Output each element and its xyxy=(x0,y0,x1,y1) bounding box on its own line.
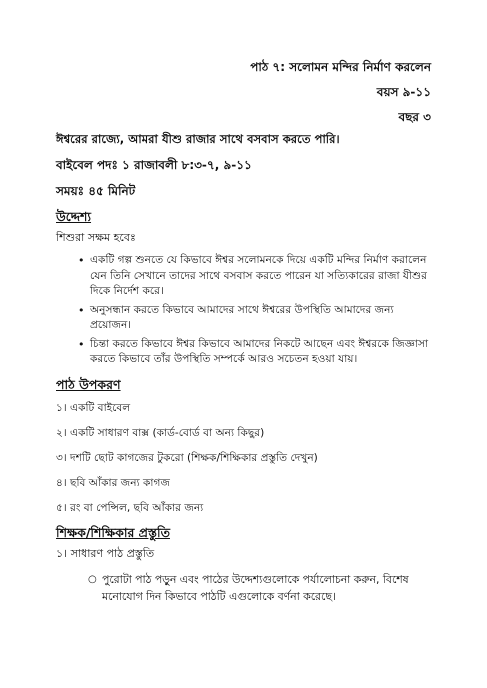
materials-list xyxy=(56,400,431,516)
objectives-heading: উদ্দেশ্য xyxy=(56,209,92,224)
teacher-prep-heading: শিক্ষক/শিক্ষিকার প্রস্তুতি xyxy=(56,524,170,540)
main-statement: ঈশ্বরের রাজ্যে, আমরা যীশু রাজার সাথে বসবাস করতে পারি। xyxy=(56,132,340,146)
age-range: বয়স ৯-১১ xyxy=(376,85,431,99)
objective-item: • একটি গল্প শুনতে যে কিভাবে ঈশ্বর সলোমনকে দিয়ে একটি মন্দির নির্মাণ করালেন যেন তিনি সেখানে তাদের সাথে বসবাস করতে পারেন যা সত্যিকারের রাজা যীশুর দিকে নির্দেশ করে। xyxy=(78,254,427,297)
material-item: ১। একটি বাইবেল xyxy=(56,401,131,414)
bullet-icon: • xyxy=(78,337,85,351)
teacher-prep-sublist xyxy=(56,571,431,605)
lesson-time: সময়ঃ ৪৫ মিনিট xyxy=(56,184,136,198)
hollow-bullet-icon: ○ xyxy=(88,573,97,585)
bullet-icon: • xyxy=(78,254,85,267)
material-item: ৫। রং বা পেন্সিল, ছবি আঁকার জন্য xyxy=(56,501,204,514)
materials-heading: পাঠ উপকরণ xyxy=(56,376,121,392)
teacher-prep-subitem: ○ পুরোটা পাঠ পড়ুন এবং পাঠের উদ্দেশ্যগুলোকে পর্যালোচনা করুন, বিশেষ মনোযোগ দিন কিভাবে পাঠটি এগুলোকে বর্ণনা করেছে। xyxy=(88,572,409,603)
objectives-list xyxy=(56,253,431,368)
material-item: ৪। ছবি আঁকার জন্য কাগজ xyxy=(56,476,170,489)
objectives-intro: শিশুরা সক্ষম হবেঃ xyxy=(56,231,136,244)
bible-passage: বাইবেল পদঃ ১ রাজাবলী ৮:৩-৭, ৯-১১ xyxy=(56,158,252,172)
material-item: ২। একটি সাধারণ বাক্স (কার্ড-বোর্ড বা অন্য কিছুর) xyxy=(56,426,265,439)
lesson-title: পাঠ ৭: সলোমন মন্দির নির্মাণ করলেন xyxy=(250,60,431,74)
material-item: ৩। দশটি ছোট কাগজের টুকরো (শিক্ষক/শিক্ষিকার প্রস্তুতি দেখুন) xyxy=(56,451,318,464)
year-label: বছর ৩ xyxy=(398,110,431,124)
objective-item: • চিন্তা করতে কিভাবে ঈশ্বর কিভাবে আমাদের নিকটে আছেন এবং ঈশ্বরকে জিজ্ঞাসা করতে কিভাবে তাঁর উপস্থিতি সম্পর্কে আরও সচেতন হওয়া যায়। xyxy=(78,337,429,365)
bullet-icon: • xyxy=(78,303,85,317)
teacher-prep-step: ১। সাধারণ পাঠ প্রস্তুতি xyxy=(56,546,155,560)
objective-item: • অনুসন্ধান করতে কিভাবে আমাদের সাথে ঈশ্বরের উপস্থিতি আমাদের জন্য প্রয়োজন। xyxy=(78,303,394,331)
